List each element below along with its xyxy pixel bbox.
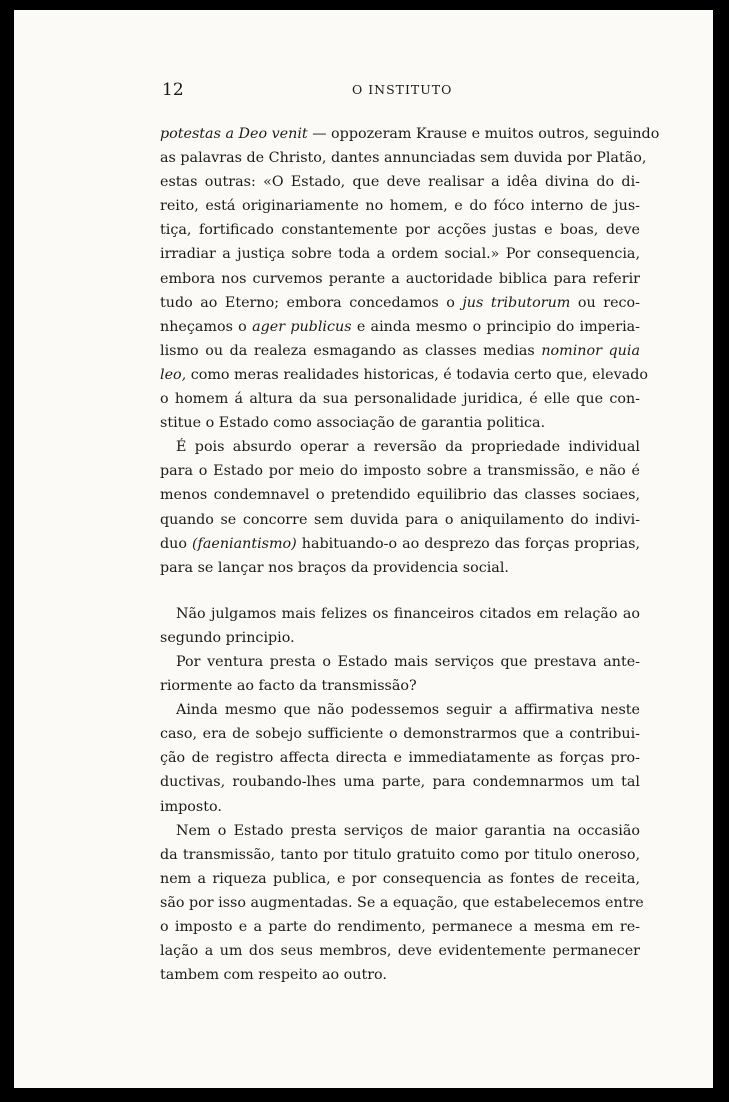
text-run: Não julgamos mais felizes os financeiros citados em relação ao (176, 605, 640, 622)
text-line (160, 722, 640, 746)
text-line (160, 795, 640, 819)
page-header (162, 78, 642, 108)
text-run: irradiar a justiça sobre toda a ordem social.» Por consequencia, (160, 246, 640, 263)
text-run: Por ventura presta o Estado mais serviços que prestava ante- (176, 653, 640, 670)
text-run: imposto. (160, 798, 222, 815)
text-run: lação a um dos seus membros, deve evidentemente permanecer (160, 943, 640, 960)
text-line (160, 626, 640, 650)
text-line (160, 532, 640, 556)
italic-phrase: (faeniantismo) (191, 535, 297, 552)
text-line (160, 483, 640, 507)
text-run: ção de registro affecta directa e immediatamente as forças pro- (160, 750, 640, 767)
running-title: O INSTITUTO (352, 82, 453, 97)
text-line (160, 819, 640, 843)
text-run: — oppozeram Krause e muitos outros, seguindo (307, 126, 660, 142)
text-run: tambem com respeito ao outro. (160, 967, 387, 984)
body-text (160, 122, 660, 987)
text-run: riormente ao facto da transmissão? (160, 678, 417, 695)
text-line (160, 218, 640, 242)
text-line (160, 746, 640, 770)
text-line (160, 459, 640, 483)
text-run: são por isso augmentadas. Se a equação, que estabelecemos entre (160, 894, 644, 911)
text-line (160, 435, 640, 459)
text-line (160, 242, 640, 266)
text-run: embora nos curvemos perante a auctoridade biblica para referir (160, 270, 640, 287)
text-line (160, 411, 640, 435)
text-run: Nem o Estado presta serviços de maior garantia na occasião (176, 822, 640, 839)
text-line (160, 939, 640, 963)
text-run: para se lançar nos braços da providencia social. (160, 559, 509, 576)
text-run: tudo ao Eterno; embora concedamos o (160, 294, 463, 311)
text-run: quando se concorre sem duvida para o aniquilamento do indivi- (160, 511, 640, 528)
text-run: É pois absurdo operar a reversão da propriedade individual (176, 439, 640, 456)
text-run: tiça, fortificado constantemente por acções justas e boas, deve (160, 222, 640, 239)
text-run: e ainda mesmo o principio do imperia- (351, 318, 640, 335)
text-line (160, 867, 640, 891)
text-run: stitue o Estado como associação de garantia politica. (160, 415, 546, 432)
text-line (160, 650, 640, 674)
text-run: segundo principio. (160, 629, 295, 646)
text-line (160, 674, 640, 698)
text-run: o imposto e a parte do rendimento, permanece a mesma em re- (160, 919, 640, 935)
text-run: para o Estado por meio do imposto sobre a transmissão, e não é (160, 463, 640, 480)
text-line (160, 146, 647, 170)
text-line (160, 891, 644, 915)
text-line (160, 843, 640, 867)
italic-phrase: ager publicus (252, 318, 352, 335)
text-run: habituando-o ao desprezo das forças proprias, (296, 535, 640, 552)
text-line (160, 122, 660, 146)
text-run: da transmissão, tanto por titulo gratuito como por titulo oneroso, (160, 846, 640, 863)
text-line (160, 363, 648, 387)
text-run: lismo ou da realeza esmagando as classes medias (160, 342, 542, 359)
text-run: caso, era de sobejo sufficiente o demonstrarmos que a contribui- (160, 726, 640, 743)
text-run: as palavras de Christo, dantes annunciadas sem duvida por Platão, (160, 150, 647, 167)
text-run: Ainda mesmo que não podessemos seguir a affirmativa neste (176, 702, 640, 719)
text-line (160, 508, 640, 532)
italic-phrase: nominor quia (541, 342, 640, 359)
text-line (160, 315, 640, 339)
page-number: 12 (162, 80, 184, 100)
text-run: menos condemnavel o pretendido equilibrio das classes sociaes, (160, 487, 640, 504)
text-line (160, 556, 640, 580)
text-run: o homem á altura da sua personalidade juridica, é elle que con- (160, 391, 640, 408)
text-line (160, 194, 640, 218)
text-run: ductivas, roubando-lhes uma parte, para condemnarmos um tal (160, 774, 640, 791)
text-line (160, 170, 640, 194)
text-line (160, 963, 640, 987)
text-run: duo (160, 535, 192, 552)
text-run: estas outras: «O Estado, que deve realisar a idêa divina do di- (160, 174, 640, 191)
text-run: ou reco- (570, 294, 640, 311)
italic-phrase: leo, (160, 366, 187, 383)
text-run: nheçamos o (160, 318, 253, 335)
text-run: nem a riqueza publica, e por consequencia as fontes de receita, (160, 870, 640, 887)
text-line (160, 291, 640, 315)
text-line (160, 602, 640, 626)
text-line (160, 770, 640, 794)
text-line (160, 698, 640, 722)
text-line (160, 915, 640, 939)
text-line (160, 387, 640, 411)
text-run: reito, está originariamente no homem, e do fóco interno de jus- (160, 198, 640, 215)
italic-phrase: potestas a Deo venit (160, 126, 308, 142)
paragraph-gap (160, 580, 640, 602)
text-line (160, 339, 640, 363)
italic-phrase: jus tributorum (462, 294, 571, 311)
text-run: como meras realidades historicas, é todavia certo que, elevado (186, 366, 648, 383)
book-page (14, 10, 713, 1088)
text-line (160, 267, 640, 291)
